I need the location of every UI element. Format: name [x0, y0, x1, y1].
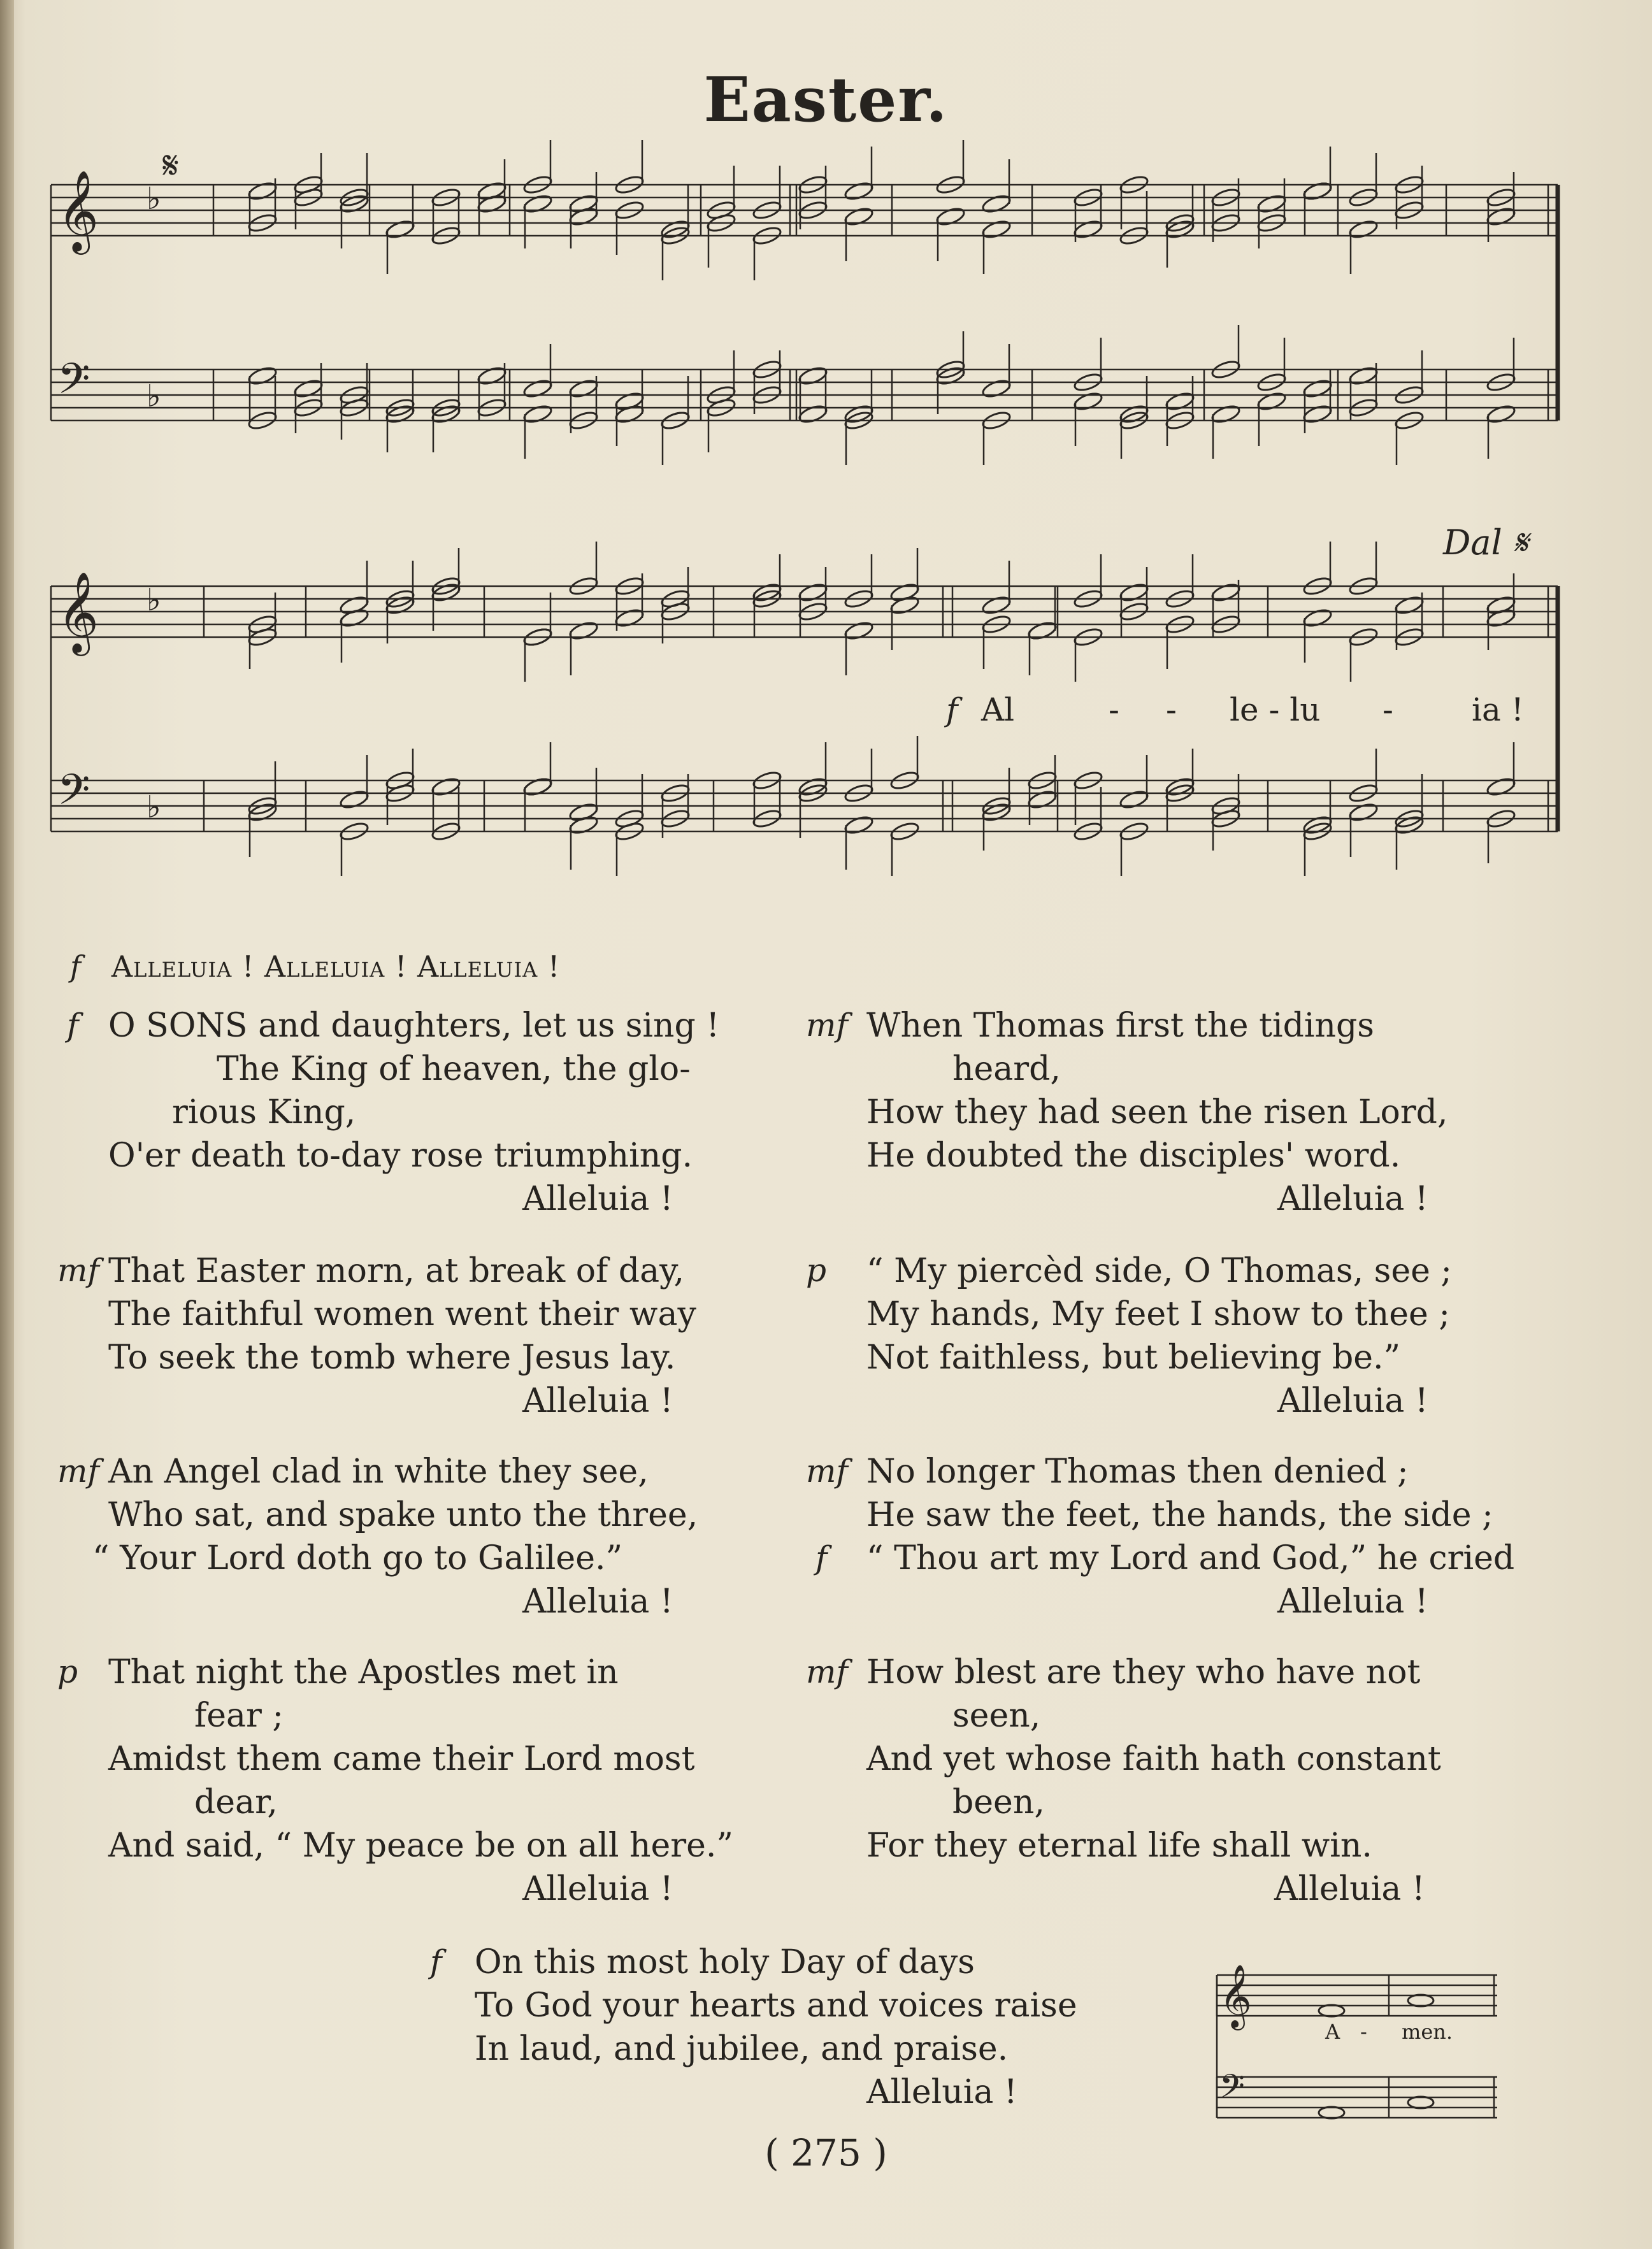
stanza-line: fear ; — [194, 1697, 284, 1735]
note-head — [568, 814, 599, 836]
note-head — [844, 180, 874, 202]
note-head — [1319, 2005, 1344, 2016]
stanza-line: “ Thou art my Lord and God,” he cried — [866, 1539, 1515, 1577]
stanza-line: For they eternal life shall win. — [866, 1827, 1372, 1865]
note-head — [477, 365, 507, 387]
note-head — [339, 594, 370, 616]
stanza-line: He doubted the disciples' word. — [866, 1137, 1401, 1175]
stanza-refrain: Alleluia ! — [1277, 1382, 1428, 1420]
note-head — [614, 607, 645, 629]
note-head — [798, 582, 828, 603]
note-head — [844, 206, 874, 227]
amen-syllable: A — [1325, 2020, 1340, 2044]
note-head — [293, 378, 324, 399]
note-head — [981, 594, 1012, 616]
flat-key-icon: ♭ — [147, 181, 161, 217]
note-head — [522, 378, 553, 399]
note-head — [477, 193, 507, 215]
stanza-line: The King of heaven, the glo- — [217, 1050, 691, 1088]
note-head — [1302, 403, 1333, 425]
note-head — [1073, 391, 1103, 412]
stanza-line: dear, — [194, 1783, 278, 1821]
note-head — [1302, 378, 1333, 399]
note-head — [568, 206, 599, 227]
note-head — [522, 776, 553, 798]
music-lyric-dynamic: f — [946, 691, 958, 728]
note-head — [1119, 789, 1149, 810]
stanza-line: And said, “ My peace be on all here.” — [108, 1827, 733, 1865]
refrain-text: Alleluia ! Alleluia ! Alleluia ! — [111, 949, 561, 984]
page-number: ( 275 ) — [765, 2131, 887, 2174]
stanza-refrain: Alleluia ! — [1274, 1870, 1425, 1908]
stanza-line: The faithful women went their way — [108, 1295, 696, 1333]
stanza-line: seen, — [952, 1697, 1041, 1735]
amen-syllable: - — [1360, 2020, 1367, 2044]
note-head — [1027, 620, 1058, 642]
note-head — [522, 403, 553, 425]
dal-segno-mark: Dal 𝄋 — [1443, 522, 1528, 563]
flat-key-icon: ♭ — [147, 582, 161, 618]
note-head — [1408, 1995, 1433, 2006]
bass-clef-icon: 𝄢 — [1219, 2067, 1245, 2113]
stanza-refrain: Alleluia ! — [1277, 1583, 1428, 1621]
note-head — [844, 814, 874, 836]
treble-clef-icon: 𝄞 — [57, 571, 99, 652]
note-head — [1319, 2107, 1344, 2118]
note-head — [1348, 219, 1379, 240]
stanza-line: Who sat, and spake unto the three, — [108, 1496, 698, 1534]
note-head — [339, 607, 370, 629]
note-head — [477, 180, 507, 202]
note-head — [1348, 365, 1379, 387]
note-head — [1394, 594, 1425, 616]
stanza-line: “ My piercèd side, O Thomas, see ; — [866, 1252, 1452, 1290]
stanza-line: rious King, — [172, 1093, 356, 1132]
segno-icon: 𝄋 — [162, 143, 179, 188]
stanza-right-3: mf No longer Thomas then denied ; He saw the feet, the hands, the side ; f “ Thou art my Lord and God,” he cried Alleluia ! — [866, 1453, 1605, 1626]
stanza-left-4: p That night the Apostles met in fear ; Amidst them came their Lord most dear, And said, “ My peace be on all here.” Alleluia ! — [108, 1653, 847, 1913]
note-head — [568, 620, 599, 642]
stanza-line: My hands, My feet I show to thee ; — [866, 1295, 1450, 1333]
note-head — [247, 365, 278, 387]
note-head — [1256, 391, 1287, 412]
note-head — [568, 801, 599, 823]
stanza-line: How blest are they who have not — [866, 1653, 1421, 1692]
note-head — [1486, 776, 1516, 798]
stanza-refrain: Alleluia ! — [1277, 1180, 1428, 1218]
note-head — [1486, 594, 1516, 616]
note-head — [1210, 403, 1241, 425]
note-head — [1210, 582, 1241, 603]
note-head — [1165, 391, 1195, 412]
note-head — [339, 789, 370, 810]
music-lyric-syllable: - — [1166, 691, 1177, 728]
note-head — [889, 582, 920, 603]
note-head — [798, 365, 828, 387]
note-head — [1027, 789, 1058, 810]
stanza-refrain: Alleluia ! — [522, 1180, 673, 1218]
note-head — [1119, 582, 1149, 603]
stanza-final: f On this most holy Day of days To God your hearts and voices raise In laud, and jubilee, and praise. Alleluia ! — [475, 1943, 1214, 2116]
note-head — [1486, 206, 1516, 227]
stanza-line: Amidst them came their Lord most — [108, 1740, 695, 1778]
note-head — [1348, 801, 1379, 823]
note-head — [1302, 180, 1333, 202]
stanza-line: He saw the feet, the hands, the side ; — [866, 1496, 1493, 1534]
music-lyric-syllable: Al — [981, 691, 1015, 728]
note-head — [614, 391, 645, 412]
stanza-refrain: Alleluia ! — [522, 1583, 673, 1621]
stanza-line: O'er death to-day rose triumphing. — [108, 1137, 693, 1175]
bass-clef-icon: 𝄢 — [57, 354, 90, 413]
stanza-refrain: Alleluia ! — [522, 1870, 673, 1908]
flat-key-icon: ♭ — [147, 789, 161, 825]
note-head — [247, 180, 278, 202]
opening-refrain: f Alleluia ! Alleluia ! Alleluia ! — [70, 949, 561, 984]
stanza-line: An Angel clad in white they see, — [108, 1453, 649, 1491]
note-head — [385, 219, 415, 240]
note-head — [568, 193, 599, 215]
stanza-line: That Easter morn, at break of day, — [108, 1252, 685, 1290]
music-lyric-syllable: ia ! — [1472, 691, 1524, 728]
note-head — [844, 620, 874, 642]
note-head — [614, 403, 645, 425]
note-head — [1486, 403, 1516, 425]
note-head — [522, 193, 553, 215]
stanza-line: When Thomas first the tidings — [866, 1007, 1374, 1045]
stanza-refrain: Alleluia ! — [522, 1382, 673, 1420]
segno-sign: 𝄋 — [1512, 522, 1528, 563]
treble-clef-icon: 𝄞 — [1219, 1964, 1252, 2028]
stanza-line: How they had seen the risen Lord, — [866, 1093, 1448, 1132]
stanza-right-4: mf How blest are they who have not seen, And yet whose faith hath constant been, For they eternal life shall win. Alleluia ! — [866, 1653, 1605, 1913]
note-head — [935, 206, 966, 227]
note-head — [981, 219, 1012, 240]
flat-key-icon: ♭ — [147, 378, 161, 414]
music-lyric-syllable: - — [1109, 691, 1119, 728]
amen-syllable: men. — [1402, 2020, 1453, 2044]
hymn-title: Easter. — [703, 64, 949, 136]
note-head — [1408, 2097, 1433, 2108]
stanza-left-3: mf An Angel clad in white they see, Who sat, and spake unto the three, “ Your Lord doth go to Galilee.” Alleluia ! — [108, 1453, 847, 1626]
note-head — [1256, 193, 1287, 215]
music-lyric-syllable: - — [1383, 691, 1393, 728]
note-head — [1073, 219, 1103, 240]
note-head — [798, 403, 828, 425]
stanza-line: In laud, and jubilee, and praise. — [475, 2030, 1009, 2068]
stanza-line: To seek the tomb where Jesus lay. — [108, 1339, 676, 1377]
stanza-left-1: f O SONS and daughters, let us sing ! The King of heaven, the glo- rious King, O'er death to-day rose triumphing. Alleluia ! — [108, 1007, 847, 1223]
stanza-right-2: p “ My piercèd side, O Thomas, see ; My hands, My feet I show to thee ; Not faithless, but believing be.” Alleluia ! — [866, 1252, 1605, 1425]
note-head — [981, 378, 1012, 399]
note-head — [431, 776, 461, 798]
note-head — [1486, 607, 1516, 629]
stanza-line: been, — [952, 1783, 1045, 1821]
stanza-right-1: mf When Thomas first the tidings heard, How they had seen the risen Lord, He doubted the disciples' word. Alleluia ! — [866, 1007, 1605, 1223]
note-head — [981, 193, 1012, 215]
stanza-line: “ Your Lord doth go to Galilee.” — [92, 1539, 623, 1577]
stanza-line: No longer Thomas then denied ; — [866, 1453, 1409, 1491]
bass-clef-icon: 𝄢 — [57, 765, 90, 824]
stanza-line: Not faithless, but believing be.” — [866, 1339, 1401, 1377]
stanza-refrain: Alleluia ! — [866, 2073, 1017, 2111]
amen-score — [1210, 1950, 1504, 2134]
stanza-line: O SONS and daughters, let us sing ! — [108, 1007, 720, 1045]
treble-clef-icon: 𝄞 — [57, 169, 99, 251]
stanza-left-2: mf That Easter morn, at break of day, The faithful women went their way To seek the tomb where Jesus lay. Alleluia ! — [108, 1252, 847, 1425]
stanza-line: To God your hearts and voices raise — [475, 1987, 1077, 2025]
stanza-line: And yet whose faith hath constant — [866, 1740, 1441, 1778]
music-lyric-syllable: le - lu — [1230, 691, 1321, 728]
stanza-line: On this most holy Day of days — [475, 1943, 975, 1981]
stanza-line: That night the Apostles met in — [108, 1653, 619, 1692]
note-head — [889, 594, 920, 616]
note-head — [568, 378, 599, 399]
stanza-line: heard, — [952, 1050, 1061, 1088]
note-head — [1302, 607, 1333, 629]
